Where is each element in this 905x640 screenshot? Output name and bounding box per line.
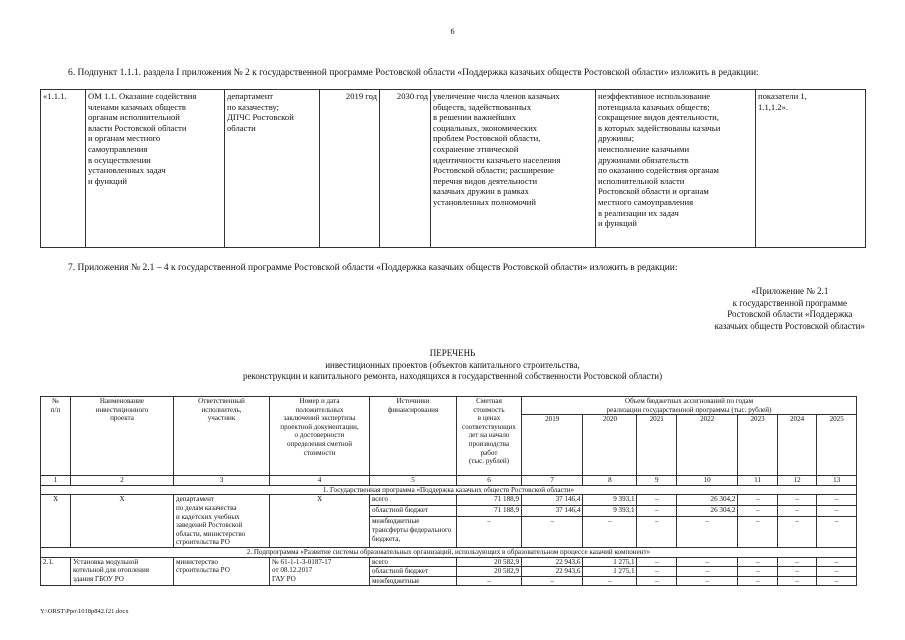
col-cost-header: Сметная стоимость в ценах соответствующих лет на начало производства работ (тыс. рублей)	[457, 397, 522, 476]
col-project-header: Наименование инвестиционного проекта	[71, 397, 174, 476]
year-2025: 2025	[817, 415, 857, 476]
item-number: «1.1.1.	[41, 90, 86, 248]
year-2021: 2021	[637, 415, 676, 476]
year-2022: 2022	[676, 415, 737, 476]
page-number: 6	[450, 27, 455, 36]
item-end-year: 2030 год	[380, 90, 431, 248]
table-row: Х Х департамент по делам казачества и кадетских учебных заведений Ростовской области, министерство строительства РО Х всего 71 188,9 37 146,4 9 393,1 – 26 304,2 – – –	[41, 495, 857, 506]
column-numbers-row: 1 2 3 4 5 6 7 8 9 10 11 12 13	[41, 476, 857, 486]
r1-executor: департамент по делам казачества и кадетских учебных заведений Ростовской области, министерство строительства РО	[174, 495, 270, 548]
item-indicators: показатели 1, 1.1,1.2».	[756, 90, 866, 248]
item-expected-result: увеличение числа членов казачьих обществ, задействованных в решении важнейших социальных, экономических проблем Ростовской области, сохранение этнической идентичности казачьего населения Ростовской области; расширение перечня видов деятельности казачьих дружин в рамках установленных полномочий	[431, 90, 596, 248]
r2-expertise: № 61-1-1-3-0187-17 от 08.12.2017 ГАУ РО	[270, 557, 370, 586]
col-executor-header: Ответственный исполнитель, участник	[174, 397, 270, 476]
document-title: ПЕРЕЧЕНЬ инвестиционных проектов (объектов капитального строительства, реконструкции и капитального ремонта, находящихся в государственной собственности Ростовской области)	[242, 348, 663, 381]
item-consequences: неэффективное использование потенциала казачьих обществ; сокращение видов деятельности, в которых задействованы казачьи дружины; неисполнение казачьими дружинами обязательств по оказанию содействия органам исполнительной власти Ростовской области и органам местного самоуправления в реализации их задач и функций	[596, 90, 756, 248]
table-row: областной бюджет 20 582,9 22 943,6 1 275,1 – – – – –	[41, 567, 857, 577]
table-row: межбюджетные трансферты федерального бюджета, – – – – – – – –	[41, 517, 857, 548]
year-2020: 2020	[583, 415, 637, 476]
header-row	[41, 397, 857, 415]
col-volume-header: Объем бюджетных ассигнований по годам реализации государственной программы (тыс. рублей)	[522, 397, 857, 415]
table-row: областной бюджет 71 188,9 37 146,4 9 393,1 – 26 304,2 – – –	[41, 506, 857, 517]
col-sources-header: Источники финансирования	[370, 397, 457, 476]
investment-projects-table	[40, 396, 857, 586]
col-expertise-header: Номер и дата положительных заключений экспертизы проектной документации, о достоверности определения сметной стоимости	[270, 397, 370, 476]
year-2019: 2019	[522, 415, 583, 476]
col-number-header: № п/п	[41, 397, 71, 476]
section-2-row: 2. Подпрограмма «Развитие системы образовательных организаций, использующих в образовательном процессе казачий компонент»	[41, 547, 857, 557]
paragraph-6: 6. Подпункт 1.1.1. раздела I приложения № 2 к государственной программе Ростовской области «Поддержка казачьих обществ Ростовской области» изложить в редакции:	[68, 68, 759, 78]
year-2024: 2024	[777, 415, 816, 476]
section-1-row: 1. Государственная программа «Поддержка казачьих обществ Ростовской области»	[41, 485, 857, 495]
year-2023: 2023	[738, 415, 777, 476]
item-executor: департамент по казачеству; ДПЧС Ростовской области	[225, 90, 320, 248]
file-path-footer: Y:\ORST\Ppo\1018p842.f21.docx	[40, 608, 129, 615]
program-item-table	[40, 89, 866, 248]
table-row: межбюджетные – – – – – – – –	[41, 576, 857, 586]
item-start-year: 2019 год	[320, 90, 380, 248]
table-row: 2.1. Установка модульной котельной для отопления здания ГБОУ РО министерство строительства РО № 61-1-1-3-0187-17 от 08.12.2017 ГАУ РО всего 20 582,9 22 943,6 1 275,1 – – – – –	[41, 557, 857, 567]
r2-project-name: Установка модульной котельной для отопления здания ГБОУ РО	[71, 557, 174, 586]
paragraph-7: 7. Приложения № 2.1 – 4 к государственной программе Ростовской области «Поддержка казачьих обществ Ростовской области» изложить в редакции:	[68, 263, 678, 273]
appendix-header: «Приложение № 2.1 к государственной программе Ростовской области «Поддержка казачьих обществ Ростовской области»	[714, 286, 865, 331]
r2-executor: министерство строительства РО	[174, 557, 270, 586]
item-name: ОМ 1.1. Оказание содействия членами казачьих обществ органам исполнительной власти Ростовской области и органам местного самоуправления в осуществлении установленных задач и функций	[86, 90, 225, 248]
